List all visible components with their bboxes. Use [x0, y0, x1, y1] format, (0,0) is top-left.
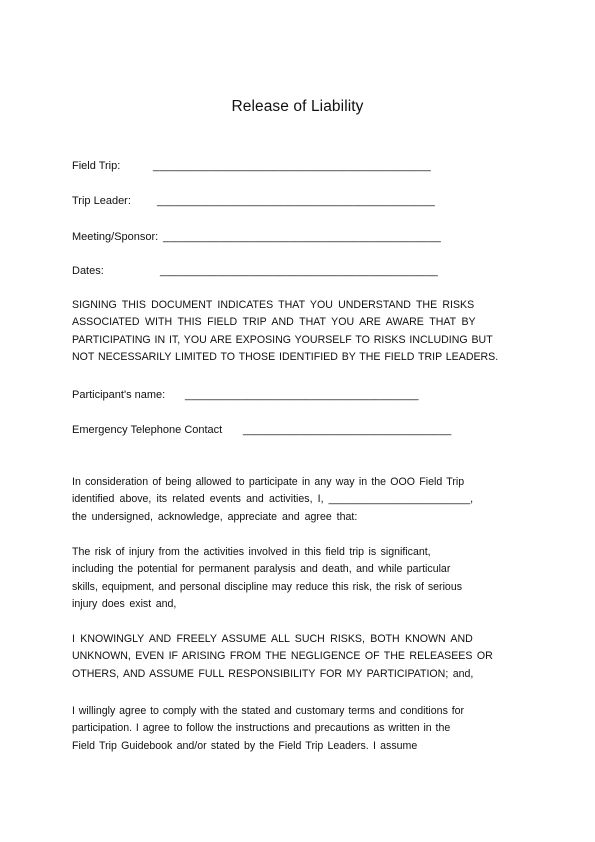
participant-name-row	[72, 389, 419, 401]
consideration-line: In consideration of being allowed to participate in any way in the OOO Field Trip	[72, 476, 465, 488]
assume-line: OTHERS, AND ASSUME FULL RESPONSIBILITY FOR MY PARTICIPATION; and,	[72, 667, 474, 680]
comply-line: participation. I agree to follow the instructions and precautions as written in the	[72, 722, 451, 735]
dates-label: Dates:	[72, 265, 104, 277]
assume-paragraph	[72, 631, 493, 683]
emergency-contact-blank: _________________________________	[243, 424, 452, 436]
assume-line: I KNOWINGLY AND FREELY ASSUME ALL SUCH RISKS, BOTH KNOWN AND	[72, 633, 473, 645]
participant-name-label: Participant's name:	[72, 389, 166, 401]
field-trip-blank: ____________________________________________	[153, 160, 431, 172]
dates-row	[72, 265, 438, 277]
trip-leader-row	[72, 195, 435, 207]
warning-line: NOT NECESSARILY LIMITED TO THOSE IDENTIFIED BY THE FIELD TRIP LEADERS.	[72, 350, 499, 363]
trip-leader-blank: ____________________________________________	[157, 195, 435, 207]
warning-line: SIGNING THIS DOCUMENT INDICATES THAT YOU UNDERSTAND THE RISKS	[72, 299, 475, 311]
emergency-contact-label: Emergency Telephone Contact	[72, 424, 223, 436]
warning-line: PARTICIPATING IN IT, YOU ARE EXPOSING YOURSELF TO RISKS INCLUDING BUT	[72, 333, 493, 346]
risk-line: The risk of injury from the activities involved in this field trip is significant,	[72, 546, 431, 558]
document-title: Release of Liability	[231, 98, 364, 115]
meeting-sponsor-label: Meeting/Sponsor:	[72, 231, 159, 243]
field-trip-row	[72, 160, 431, 172]
emergency-contact-row	[72, 424, 452, 436]
consideration-paragraph	[72, 474, 473, 526]
risk-paragraph	[72, 544, 462, 613]
consideration-line: the undersigned, acknowledge, appreciate and agree that:	[72, 510, 358, 523]
meeting-sponsor-row	[72, 231, 441, 243]
risk-line: injury does exist and,	[72, 597, 177, 610]
consideration-line: identified above, its related events and activities, I, ________________________,	[72, 493, 474, 506]
risk-line: including the potential for permanent paralysis and death, and while particular	[72, 563, 451, 576]
meeting-sponsor-blank: ____________________________________________	[163, 231, 441, 243]
field-trip-label: Field Trip:	[72, 160, 121, 172]
comply-line: Field Trip Guidebook and/or stated by the Field Trip Leaders. I assume	[72, 739, 418, 752]
comply-line: I willingly agree to comply with the stated and customary terms and conditions for	[72, 705, 465, 717]
warning-paragraph	[72, 297, 498, 366]
assume-line: UNKNOWN, EVEN IF ARISING FROM THE NEGLIGENCE OF THE RELEASEES OR	[72, 650, 493, 663]
comply-paragraph	[72, 703, 464, 755]
participant-name-blank: _____________________________________	[185, 389, 419, 401]
dates-blank: ____________________________________________	[160, 265, 438, 277]
warning-line: ASSOCIATED WITH THIS FIELD TRIP AND THAT YOU ARE AWARE THAT BY	[72, 316, 476, 329]
risk-line: skills, equipment, and personal discipline may reduce this risk, the risk of serious	[72, 580, 463, 593]
trip-leader-label: Trip Leader:	[72, 195, 131, 207]
